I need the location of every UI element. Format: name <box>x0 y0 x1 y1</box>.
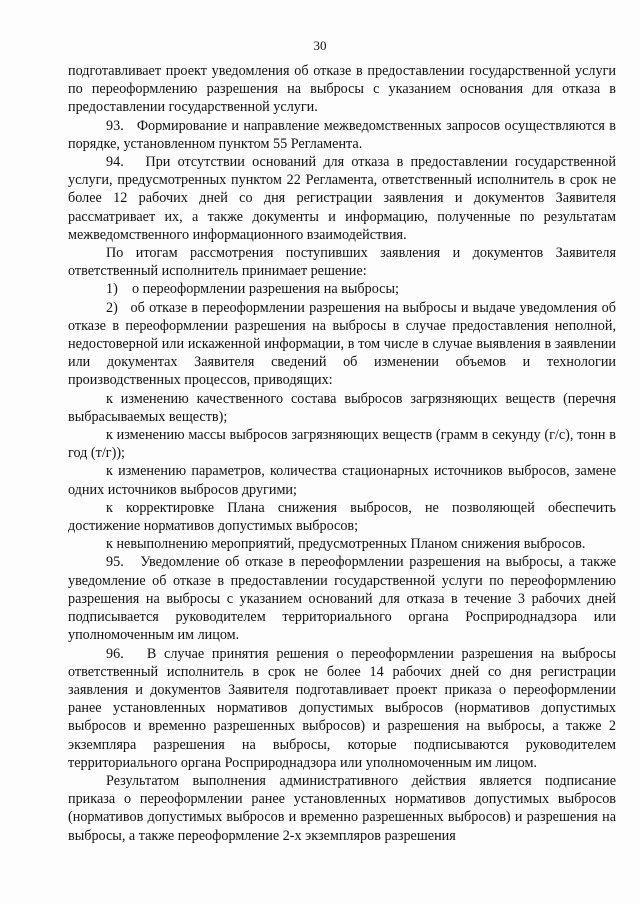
document-body <box>68 62 616 845</box>
paragraph-95-refusal-signing: 95. Уведомление об отказе в переоформлении разрешения на выбросы, а также уведомление об отказе в предоставлении государственной услуги по переоформлению разрешения на выбросы с указанием оснований для отказа в течение 3 рабочих дней подписывается руководителем территориального органа Росприроднадзора или уполномоченным им лицом. <box>68 554 616 644</box>
paragraph-refusal-notice-continuation: подготавливает проект уведомления об отказе в предоставлении государственной услуги по переоформлению разрешения на выбросы с указанием основания для отказа в предоставлении государственной услуги. <box>68 63 616 116</box>
page-number: 30 <box>313 38 327 53</box>
list-item-1-reissue: 1) о переоформлении разрешения на выбросы; <box>106 281 399 298</box>
list-subitem-plan-correction: к корректировке Плана снижения выбросов, не позволяющей обеспечить достижение нормативов допустимых выбросов; <box>68 499 616 535</box>
list-subitem-parameters-change: к изменению параметров, количества стационарных источников выбросов, замене одних источников выбросов другими; <box>68 463 616 498</box>
list-subitem-composition-change: к изменению качественного состава выбросов загрязняющих веществ (перечня выбрасываемых веществ); <box>68 390 616 425</box>
paragraph-decision-intro: По итогам рассмотрения поступивших заявления и документов Заявителя ответственный исполнитель принимает решение: <box>68 245 616 280</box>
paragraph-result: Результатом выполнения административного действия является подписание приказа о переоформлении ранее установленных нормативов допустимых выбросов (нормативов допустимых выбросов и временно разрешенных выбросов) и разрешения на выбросы, а также переоформление 2-х экземпляров разрешения <box>68 772 616 844</box>
list-subitem-plan-nonfulfillment: к невыполнению мероприятий, предусмотренных Планом снижения выбросов. <box>106 536 586 553</box>
list-item-2-refusal: 2) об отказе в переоформлении разрешения на выбросы и выдаче уведомления об отказе в переоформлении разрешения на выбросы в случае предоставления неполной, недостоверной или искаженной информации, в том числе в случае выявления в заявлении или документах Заявителя сведений об изменении объемов и технологии производственных процессов, приводящих: <box>68 299 616 389</box>
paragraph-94-review: 94. При отсутствии оснований для отказа в предоставлении государственной услуги, предусмотренных пунктом 22 Регламента, ответственный исполнитель в срок не более 12 рабочих дней со дня регистрации заявления и документов Заявителя рассматривает их, а также документы и информацию, полученные по результатам межведомственного информационного взаимодействия. <box>68 154 616 243</box>
list-subitem-mass-change: к изменению массы выбросов загрязняющих веществ (грамм в секунду (г/с), тонн в год (т/г)); <box>68 427 616 462</box>
paragraph-93-interagency-requests: 93. Формирование и направление межведомственных запросов осуществляются в порядке, установленном пунктом 55 Регламента. <box>68 117 616 152</box>
paragraph-96-reissue-order: 96. В случае принятия решения о переоформлении разрешения на выбросы ответственный исполнитель в срок не более 14 рабочих дней со дня регистрации заявления и документов Заявителя подготавливает проект приказа о переоформлении ранее установленных нормативов допустимых выбросов (нормативов допустимых выбросов и временно разрешенных выбросов) и разрешения на выбросы, а также 2 экземпляра разрешения на выбросы, которые подписываются руководителем территориального органа Росприроднадзора или уполномоченным им лицом. <box>68 645 616 771</box>
